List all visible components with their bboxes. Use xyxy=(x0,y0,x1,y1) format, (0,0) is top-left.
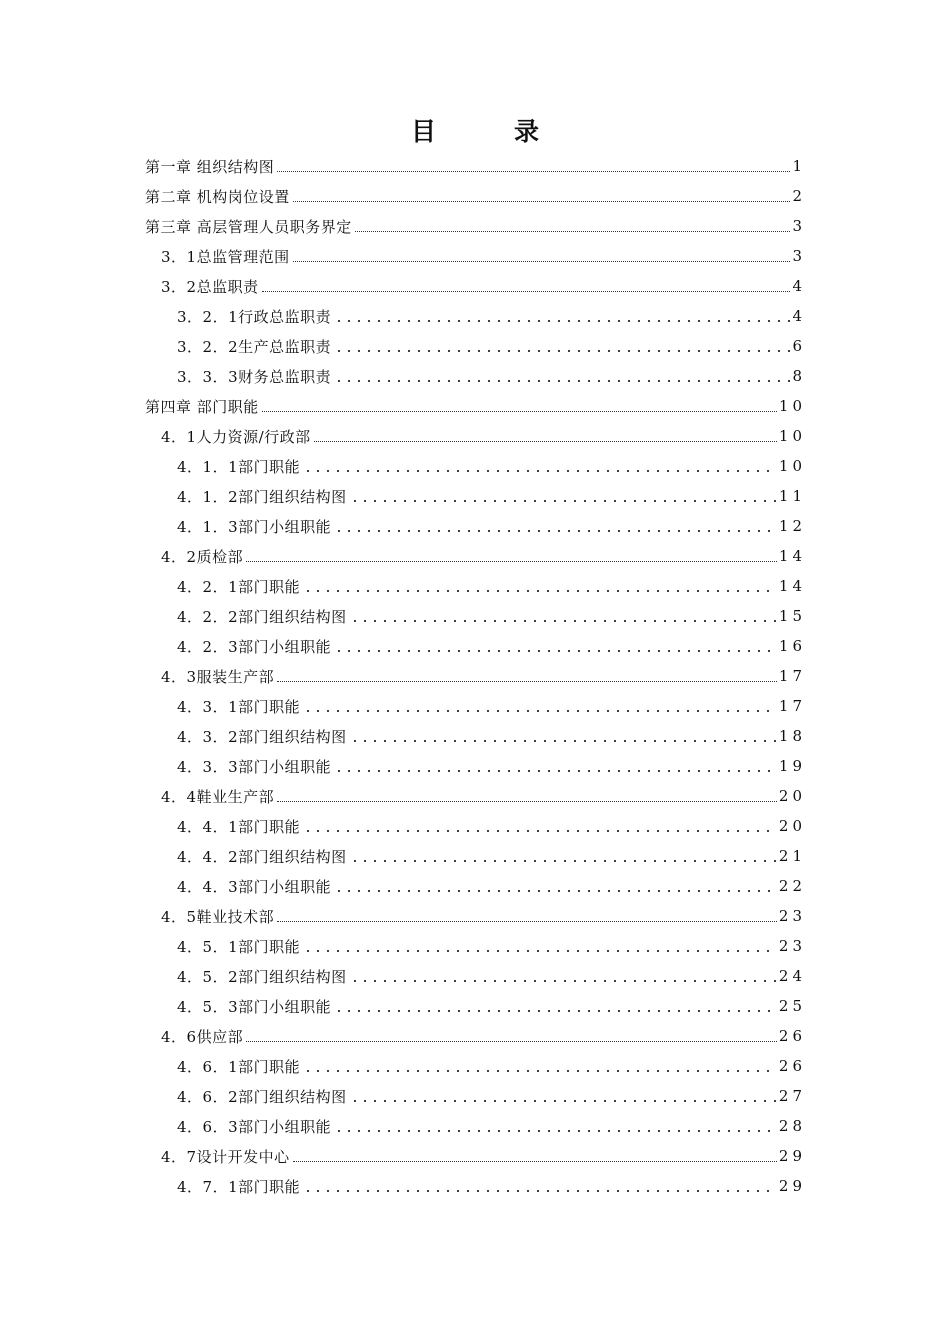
toc-entry[interactable] xyxy=(0,511,950,541)
toc-dot-leader xyxy=(334,1129,777,1133)
toc-entry-label: 4．4．1部门职能 xyxy=(177,817,301,836)
toc-entry[interactable] xyxy=(0,751,950,781)
toc-entry-label: 4．5．2部门组织结构图 xyxy=(177,967,347,986)
toc-entry-label: 4．4．3部门小组职能 xyxy=(177,877,332,896)
toc-entry[interactable] xyxy=(0,481,950,511)
toc-entry-label: 3．3．3财务总监职责 xyxy=(177,367,332,386)
toc-dot-leader xyxy=(262,410,777,412)
toc-entry-label: 第一章 组织结构图 xyxy=(145,157,275,176)
toc-entry-label: 4．6．3部门小组职能 xyxy=(177,1117,332,1136)
toc-dot-leader xyxy=(350,499,777,503)
toc-dot-leader xyxy=(303,709,777,713)
toc-entry[interactable] xyxy=(0,241,950,271)
toc-page-number: 29 xyxy=(778,1147,806,1165)
toc-entry-label: 4．2．2部门组织结构图 xyxy=(177,607,347,626)
toc-entry[interactable] xyxy=(0,1171,950,1201)
toc-entry[interactable] xyxy=(0,211,950,241)
toc-dot-leader xyxy=(262,290,791,292)
toc-dot-leader xyxy=(303,589,777,593)
toc-dot-leader xyxy=(303,469,777,473)
toc-entry-label: 3．1总监管理范围 xyxy=(161,247,290,266)
toc-dot-leader xyxy=(303,949,777,953)
toc-entry[interactable] xyxy=(0,451,950,481)
toc-entry-label: 4．2．3部门小组职能 xyxy=(177,637,332,656)
toc-dot-leader xyxy=(350,979,777,983)
toc-entry[interactable] xyxy=(0,661,950,691)
toc-title-first-char: 目 xyxy=(410,117,436,146)
toc-dot-leader xyxy=(303,1069,777,1073)
toc-entry[interactable] xyxy=(0,1021,950,1051)
toc-page-number: 6 xyxy=(792,337,806,355)
toc-page-number: 28 xyxy=(778,1117,806,1135)
toc-page-number: 1 xyxy=(792,157,806,175)
toc-entry[interactable] xyxy=(0,811,950,841)
toc-entry[interactable] xyxy=(0,1141,950,1171)
toc-entry[interactable] xyxy=(0,991,950,1021)
toc-entry[interactable] xyxy=(0,331,950,361)
toc-page-number: 26 xyxy=(778,1027,806,1045)
toc-entry[interactable] xyxy=(0,631,950,661)
toc-dot-leader xyxy=(334,529,777,533)
toc-page-number: 14 xyxy=(778,577,806,595)
toc-page-number: 20 xyxy=(778,817,806,835)
toc-page-number: 4 xyxy=(792,277,806,295)
toc-page-number: 25 xyxy=(778,997,806,1015)
toc-dot-leader xyxy=(350,859,777,863)
toc-entry[interactable] xyxy=(0,781,950,811)
toc-entry-label: 4．1．2部门组织结构图 xyxy=(177,487,347,506)
toc-dot-leader xyxy=(334,319,790,323)
toc-entry[interactable] xyxy=(0,301,950,331)
toc-page-number: 4 xyxy=(792,307,806,325)
toc-page-number: 23 xyxy=(778,907,806,925)
toc-dot-leader xyxy=(277,170,790,172)
toc-entry-label: 4．6供应部 xyxy=(161,1027,244,1046)
toc-page-number: 10 xyxy=(778,457,806,475)
toc-entry-label: 4．7设计开发中心 xyxy=(161,1147,290,1166)
toc-entry[interactable] xyxy=(0,541,950,571)
toc-title-second-char: 录 xyxy=(514,117,540,146)
toc-entry[interactable] xyxy=(0,571,950,601)
toc-dot-leader xyxy=(293,1160,777,1162)
toc-dot-leader xyxy=(350,619,777,623)
toc-entry-label: 4．1人力资源/行政部 xyxy=(161,427,311,446)
toc-entry-label: 4．2．1部门职能 xyxy=(177,577,301,596)
toc-entry[interactable] xyxy=(0,961,950,991)
toc-dot-leader xyxy=(246,560,777,562)
toc-page-number: 29 xyxy=(778,1177,806,1195)
toc-page-number: 12 xyxy=(778,517,806,535)
toc-entry[interactable] xyxy=(0,1051,950,1081)
toc-dot-leader xyxy=(277,920,777,922)
toc-entry-label: 4．4鞋业生产部 xyxy=(161,787,275,806)
toc-entry-label: 4．5．3部门小组职能 xyxy=(177,997,332,1016)
toc-entry[interactable] xyxy=(0,361,950,391)
toc-page-number: 20 xyxy=(778,787,806,805)
toc-page-number: 17 xyxy=(778,697,806,715)
toc-entry-label: 4．6．2部门组织结构图 xyxy=(177,1087,347,1106)
toc-entry-label: 4．1．1部门职能 xyxy=(177,457,301,476)
toc-dot-leader xyxy=(303,1189,777,1193)
toc-dot-leader xyxy=(334,1009,777,1013)
toc-dot-leader xyxy=(334,889,777,893)
toc-entry-label: 4．3．3部门小组职能 xyxy=(177,757,332,776)
toc-page-number: 10 xyxy=(778,397,806,415)
table-of-contents xyxy=(0,151,950,1201)
toc-entry[interactable] xyxy=(0,181,950,211)
toc-dot-leader xyxy=(293,260,791,262)
toc-entry[interactable] xyxy=(0,721,950,751)
toc-entry[interactable] xyxy=(0,391,950,421)
toc-page-number: 14 xyxy=(778,547,806,565)
toc-entry-label: 第四章 部门职能 xyxy=(145,397,259,416)
toc-page-number: 19 xyxy=(778,757,806,775)
toc-dot-leader xyxy=(303,829,777,833)
toc-page-number: 27 xyxy=(778,1087,806,1105)
toc-entry[interactable] xyxy=(0,151,950,181)
toc-dot-leader xyxy=(334,379,790,383)
toc-page-number: 21 xyxy=(778,847,806,865)
toc-entry-label: 4．5．1部门职能 xyxy=(177,937,301,956)
toc-page-number: 22 xyxy=(778,877,806,895)
toc-page-number: 3 xyxy=(792,247,806,265)
toc-dot-leader xyxy=(334,349,790,353)
toc-page-number: 26 xyxy=(778,1057,806,1075)
toc-entry[interactable] xyxy=(0,691,950,721)
toc-page-number: 11 xyxy=(778,487,806,505)
toc-entry-label: 4．1．3部门小组职能 xyxy=(177,517,332,536)
toc-entry-label: 4．4．2部门组织结构图 xyxy=(177,847,347,866)
toc-page-number: 3 xyxy=(792,217,806,235)
toc-dot-leader xyxy=(293,200,791,202)
toc-entry-label: 4．5鞋业技术部 xyxy=(161,907,275,926)
toc-entry[interactable] xyxy=(0,271,950,301)
toc-entry-label: 4．3．2部门组织结构图 xyxy=(177,727,347,746)
toc-page-number: 2 xyxy=(792,187,806,205)
toc-page-number: 17 xyxy=(778,667,806,685)
toc-title xyxy=(0,112,950,148)
toc-entry[interactable] xyxy=(0,901,950,931)
toc-entry[interactable] xyxy=(0,601,950,631)
toc-dot-leader xyxy=(314,440,777,442)
toc-entry-label: 4．3服装生产部 xyxy=(161,667,275,686)
toc-entry-label: 4．2质检部 xyxy=(161,547,244,566)
toc-dot-leader xyxy=(334,769,777,773)
toc-entry[interactable] xyxy=(0,1111,950,1141)
toc-entry[interactable] xyxy=(0,1081,950,1111)
toc-entry-label: 4．6．1部门职能 xyxy=(177,1057,301,1076)
toc-dot-leader xyxy=(334,649,777,653)
toc-entry-label: 3．2总监职责 xyxy=(161,277,259,296)
toc-page-number: 8 xyxy=(792,367,806,385)
toc-dot-leader xyxy=(350,739,777,743)
toc-page-number: 18 xyxy=(778,727,806,745)
toc-page-number: 24 xyxy=(778,967,806,985)
toc-page-number: 23 xyxy=(778,937,806,955)
toc-entry-label: 第二章 机构岗位设置 xyxy=(145,187,290,206)
toc-entry-label: 3．2．1行政总监职责 xyxy=(177,307,332,326)
toc-page-number: 16 xyxy=(778,637,806,655)
toc-entry[interactable] xyxy=(0,841,950,871)
toc-entry-label: 4．3．1部门职能 xyxy=(177,697,301,716)
toc-dot-leader xyxy=(350,1099,777,1103)
toc-entry[interactable] xyxy=(0,871,950,901)
toc-dot-leader xyxy=(277,800,777,802)
toc-dot-leader xyxy=(355,230,791,232)
toc-entry[interactable] xyxy=(0,421,950,451)
toc-entry-label: 第三章 高层管理人员职务界定 xyxy=(145,217,352,236)
toc-entry-label: 4．7．1部门职能 xyxy=(177,1177,301,1196)
toc-page-number: 10 xyxy=(778,427,806,445)
toc-page-number: 15 xyxy=(778,607,806,625)
toc-dot-leader xyxy=(277,680,777,682)
toc-dot-leader xyxy=(246,1040,777,1042)
toc-entry-label: 3．2．2生产总监职责 xyxy=(177,337,332,356)
toc-entry[interactable] xyxy=(0,931,950,961)
